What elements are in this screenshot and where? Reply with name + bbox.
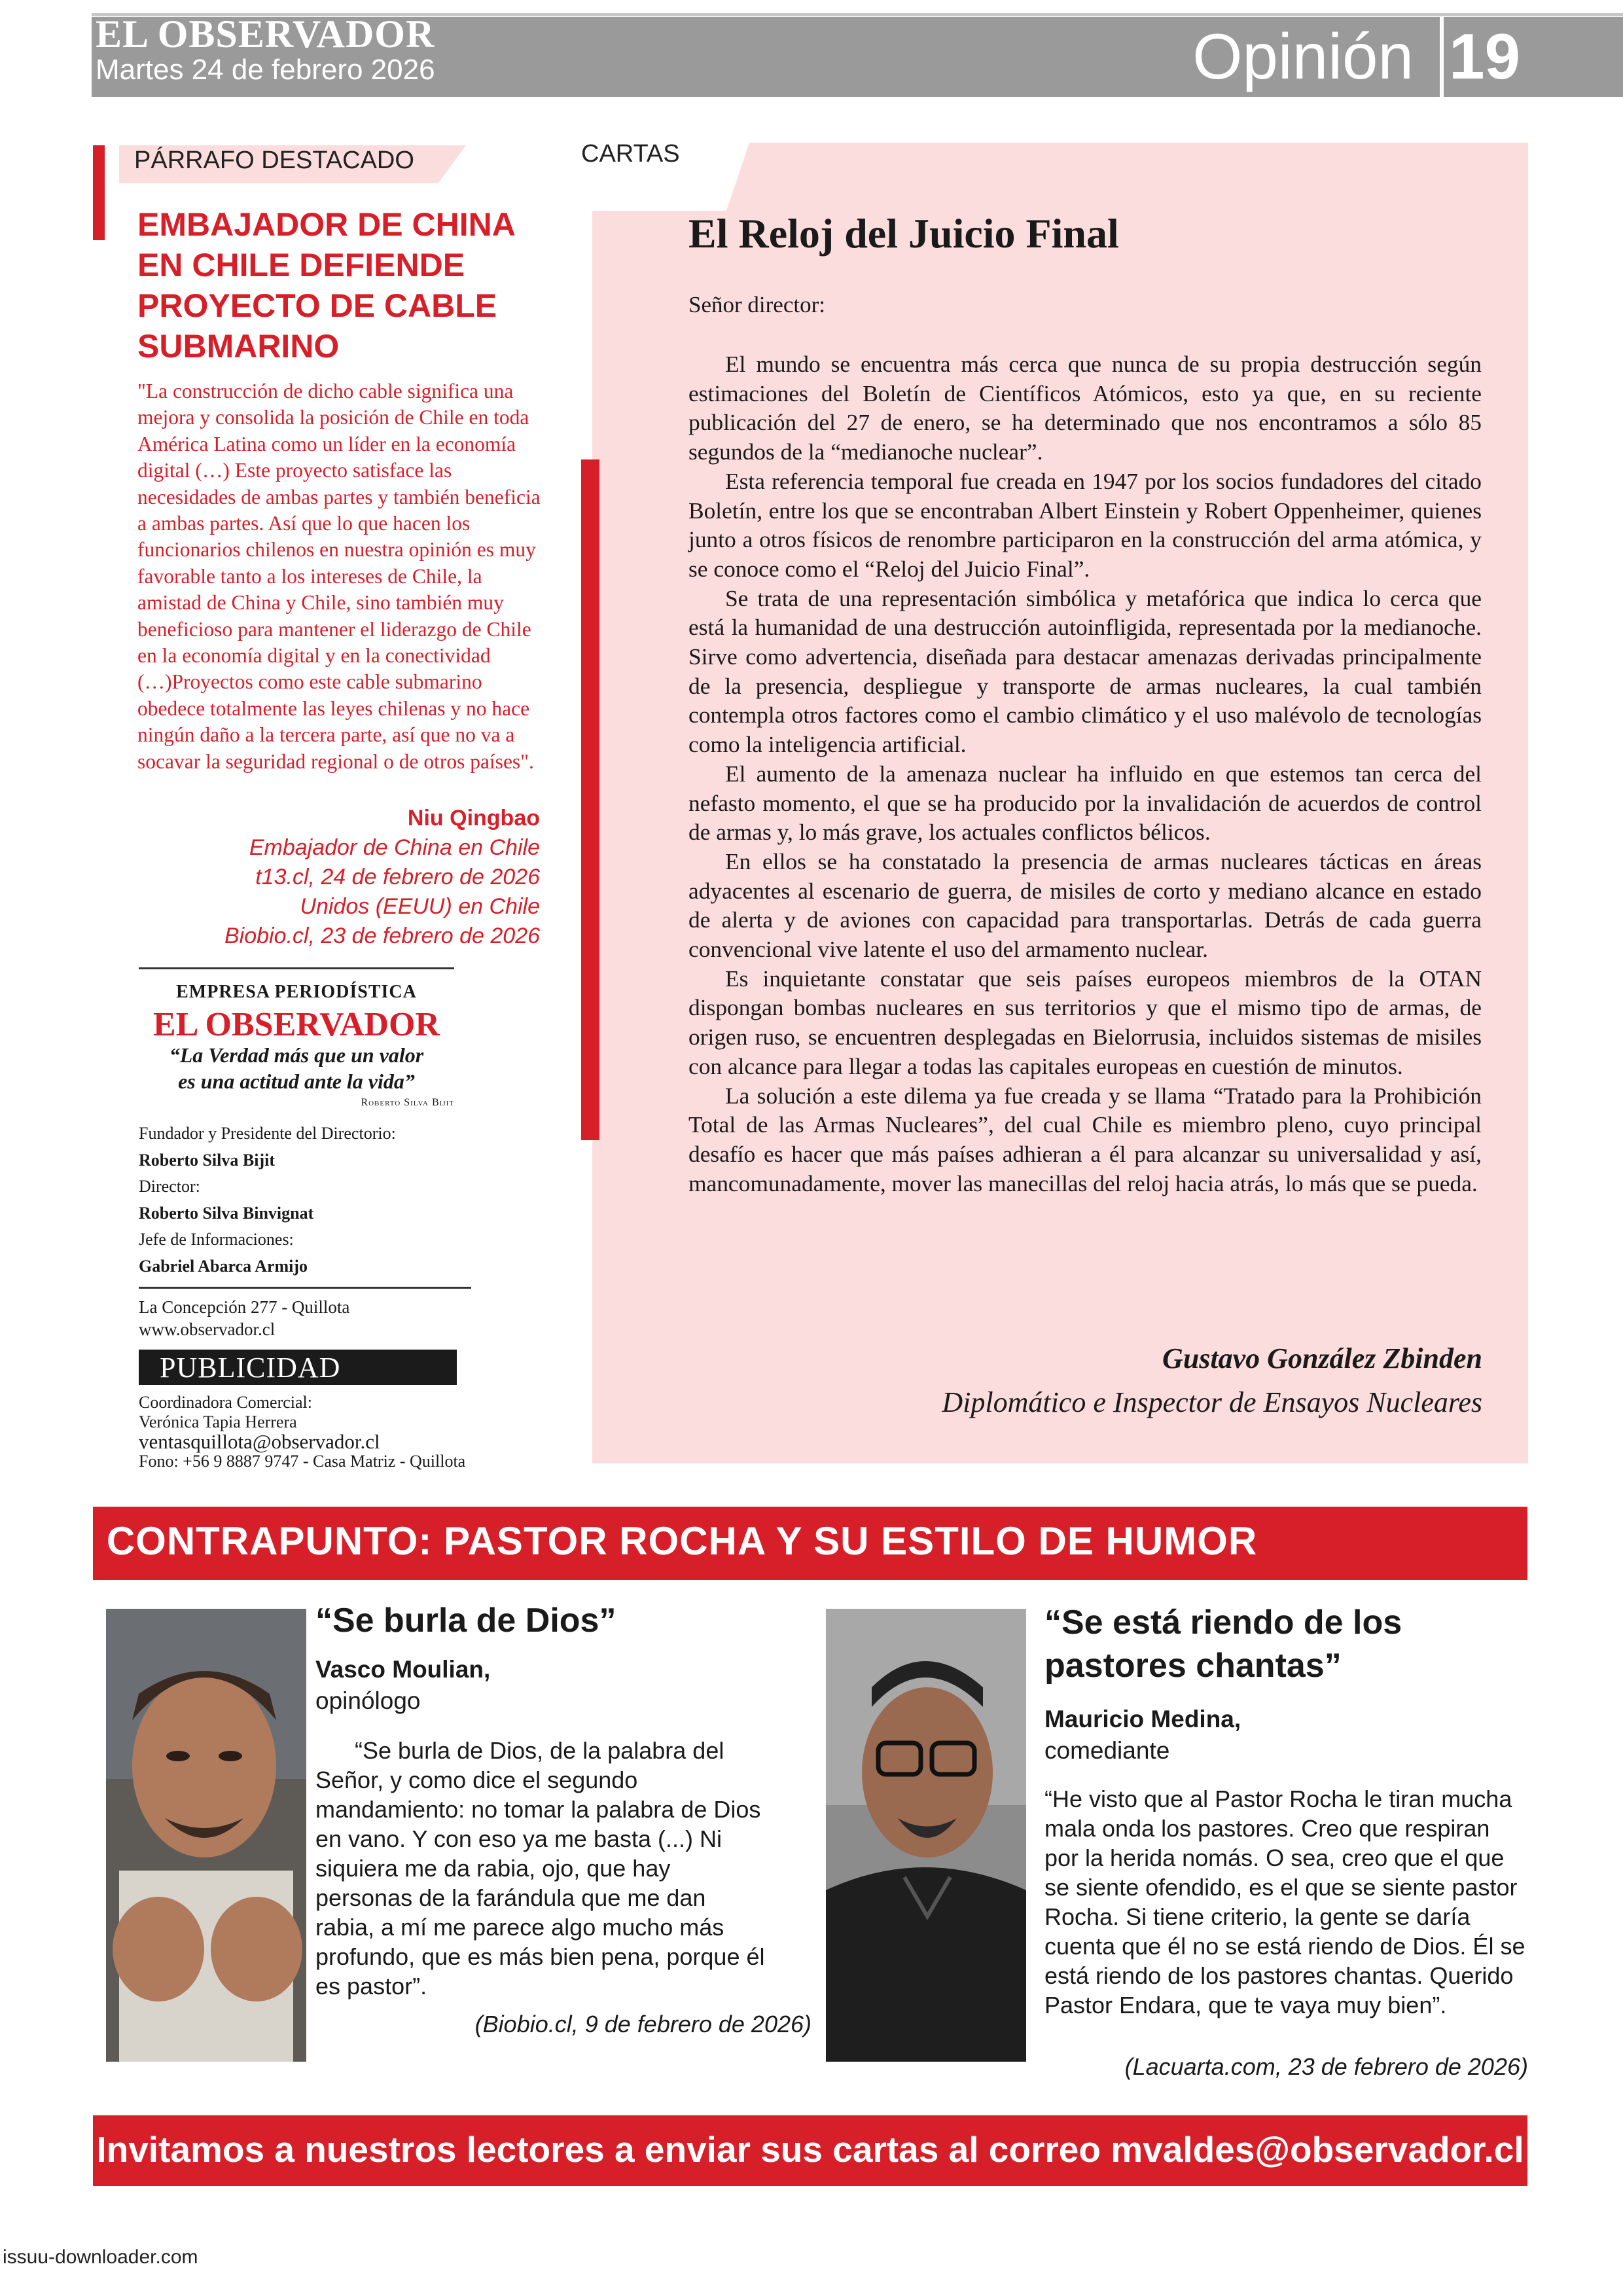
section-label-cartas: CARTAS: [581, 140, 680, 168]
staff-list: [139, 1121, 492, 1280]
letter-body: [688, 350, 1482, 1198]
publisher-name: EL OBSERVADOR: [153, 1006, 440, 1043]
staff-name: Roberto Silva Bijit: [139, 1150, 275, 1170]
featured-quote: "La construcción de dicho cable significa una mejora y consolida la posición de Chile en toda América Latina como un líder en la economía digital (…) Este proyecto satisface las necesidades de ambas partes y también beneficia a ambas partes. Así que lo que hacen los funcionarios chilenos en nuestra opinión es muy favorable tanto a los intereses de Chile, la amistad de China y Chile, sino también muy beneficioso para mantener el liderazgo de Chile en la economía digital y en la conectividad (…)Proyectos como este cable submarino obedece totalmente las leyes chilenas y no hace ningún daño a la tercera parte, así que no va a socavar la seguridad regional o de otros países".: [137, 380, 541, 773]
featured-source: Unidos (EEUU) en Chile: [300, 894, 540, 919]
quote-text: “Se burla de Dios, de la palabra del Señor, y como dice el segundo mandamiento: no tomar la palabra de Dios en vano. Y con eso ya me basta (...) Ni siquiera me da rabia, ojo, que hay personas de la farándula que me dan rabia, a mí me parece algo mucho más profundo, que es más bien pena, porque él es pastor”.: [315, 1737, 765, 2000]
motto-author: [139, 1097, 454, 1109]
coordinator-name: Verónica Tapia Herrera: [139, 1412, 297, 1431]
staff-role: Director:: [139, 1177, 200, 1196]
section-label-parrafo: PÁRRAFO DESTACADO: [134, 147, 414, 174]
address: La Concepción 277 - Quillota: [139, 1297, 350, 1317]
accent-bar: [93, 145, 105, 240]
section-title: Opinión: [1192, 20, 1414, 92]
publicidad-label: PUBLICIDAD: [160, 1352, 341, 1384]
contrapunto-title: CONTRAPUNTO: PASTOR ROCHA Y SU ESTILO DE HUMOR: [106, 1519, 1258, 1563]
featured-source: t13.cl, 24 de febrero de 2026: [255, 865, 540, 889]
portrait-photo: [826, 1609, 1026, 2062]
quote-source: (Biobio.cl, 9 de febrero de 2026): [474, 2011, 812, 2037]
divider: [139, 967, 454, 969]
letter-title: El Reloj del Juicio Final: [688, 210, 1119, 257]
featured-headline: EMBAJADOR DE CHINA EN CHILE DEFIENDE PROYECTO DE CABLE SUBMARINO: [137, 206, 514, 365]
letter-paragraph: El mundo se encuentra más cerca que nunca de su propia destrucción según estimaciones del Boletín de Científicos Atómicos, esto ya que, en su reciente publicación del 27 de enero, se ha determinado que nos encontramos a sólo 85 segundos de la “medianoche nuclear”.: [688, 351, 1482, 465]
advertising-contact: [139, 1393, 492, 1471]
issue-date: Martes 24 de febrero 2026: [96, 54, 435, 86]
portrait-illustration: [106, 1609, 306, 2062]
staff-role: Jefe de Informaciones:: [139, 1230, 294, 1249]
featured-source: Biobio.cl, 23 de febrero de 2026: [224, 924, 540, 948]
publisher-motto: [139, 1042, 454, 1094]
phone: Fono: +56 9 8887 9747 - Casa Matriz - Quillota: [139, 1452, 466, 1471]
letter-paragraph: La solución a este dilema ya fue creada y se llama “Tratado para la Prohibición Total de las Armas Nucleares”, del cual Chile es miembro pleno, cuyo principal desafío es hacer que más países adhieran a él para alcanzar su universalidad y así, mancomunadamente, mover las manecillas del reloj hacia atrás, lo más que se pueda.: [688, 1082, 1482, 1196]
staff-name: Roberto Silva Binvignat: [139, 1203, 314, 1223]
coordinator-label: Coordinadora Comercial:: [139, 1393, 312, 1412]
watermark: issuu-downloader.com: [3, 2246, 198, 2268]
invite-text: Invitamos a nuestros lectores a enviar sus cartas al correo mvaldes@observador.cl: [96, 2129, 1524, 2170]
letter-paragraph: En ellos se ha constatado la presencia de armas nucleares tácticas en áreas adyacentes al escenario de guerra, de misiles de corto y mediano alcance en estado de alerta y de aviones con capacidad para transportarlas. Detrás de cada guerra convencional vive latente el uso del armamento nuclear.: [688, 848, 1482, 963]
publisher-label: EMPRESA PERIODÍSTICA: [176, 982, 417, 1002]
quote-text: “He visto que al Pastor Rocha le tiran mucha mala onda los pastores. Creo que respiran por la herida nomás. O sea, creo que el que se siente ofendido, es el que se siente pastor Rocha. Si tiene criterio, la gente se daría cuenta que él no se está riendo de Dios. Él se está riendo de los pastores chantas. Querido Pastor Endara, que te vaya muy bien”.: [1044, 1785, 1525, 2018]
masthead: EL OBSERVADOR: [96, 12, 435, 56]
quote-person-role: opinólogo: [315, 1687, 421, 1714]
divider: [139, 1287, 471, 1289]
letter-paragraph: Esta referencia temporal fue creada en 1947 por los socios fundadores del citado Boletín, entre los que se encontraban Albert Einstein y Robert Oppenheimer, quienes junto a otros físicos de renombre participaron en la construcción del arma atómica, y se conoce como el “Reloj del Juicio Final”.: [688, 467, 1482, 582]
featured-author: Niu Qingbao: [407, 806, 540, 831]
featured-credits: [183, 804, 540, 951]
website-link[interactable]: www.observador.cl: [139, 1319, 276, 1339]
letter-paragraph: Se trata de una representación simbólica y metafórica que indica lo cerca que está la humanidad de una destrucción autoinfligida, representada por la medianoche. Sirve como advertencia, diseñada para destacar amenazas derivadas principalmente de la presencia, despliegue y transporte de armas nucleares, la cual también contempla otros factores como el cambio climático y el uso malévolo de tecnologías como la inteligencia artificial.: [688, 584, 1482, 758]
motto-line: es una actitud ante la vida”: [178, 1069, 415, 1093]
address-block: [139, 1296, 492, 1340]
quote-person-name: Vasco Moulian,: [315, 1656, 491, 1683]
letter-salutation: Señor director:: [688, 292, 825, 317]
letter-signature: Gustavo González Zbinden: [1162, 1342, 1482, 1374]
header-divider: [1440, 17, 1444, 97]
quote-headline: “Se burla de Dios”: [315, 1602, 616, 1640]
letter-paragraph: Es inquietante constatar que seis países europeos miembros de la OTAN dispongan bombas nucleares en sus territorios y que el mismo tipo de armas, de origen ruso, se encuentren desplegadas en Bielorrusia, incluidos sistemas de misiles con alcance para llegar a todas las capitales europeas en cuestión de minutos.: [688, 965, 1482, 1079]
motto-line: “La Verdad más que un valor: [169, 1043, 424, 1067]
letter-signature-role: Diplomático e Inspector de Ensayos Nucleares: [942, 1386, 1482, 1418]
portrait-illustration: [826, 1609, 1026, 2062]
quote-person-name: Mauricio Medina,: [1044, 1706, 1241, 1732]
staff-role: Fundador y Presidente del Directorio:: [139, 1124, 396, 1143]
quote-headline: “Se está riendo de los pastores chantas”: [1044, 1604, 1402, 1685]
page-number: 19: [1449, 20, 1521, 92]
portrait-photo: [106, 1609, 306, 2062]
letter-paragraph: El aumento de la amenaza nuclear ha influido en que estemos tan cerca del nefasto momento, el que se ha producido por la invalidación de acuerdos de control de armas y, lo más grave, los actuales conflictos bélicos.: [688, 760, 1482, 846]
accent-bar: [581, 459, 599, 1140]
featured-author-role: Embajador de China en Chile: [249, 835, 540, 860]
staff-name: Gabriel Abarca Armijo: [139, 1256, 308, 1276]
coordinator-email[interactable]: ventasquillota@observador.cl: [139, 1430, 380, 1453]
quote-source: (Lacuarta.com, 23 de febrero de 2026): [1124, 2053, 1528, 2080]
quote-person-role: comediante: [1044, 1737, 1170, 1764]
motto-author-text: Roberto Silva Bijit: [361, 1097, 454, 1108]
